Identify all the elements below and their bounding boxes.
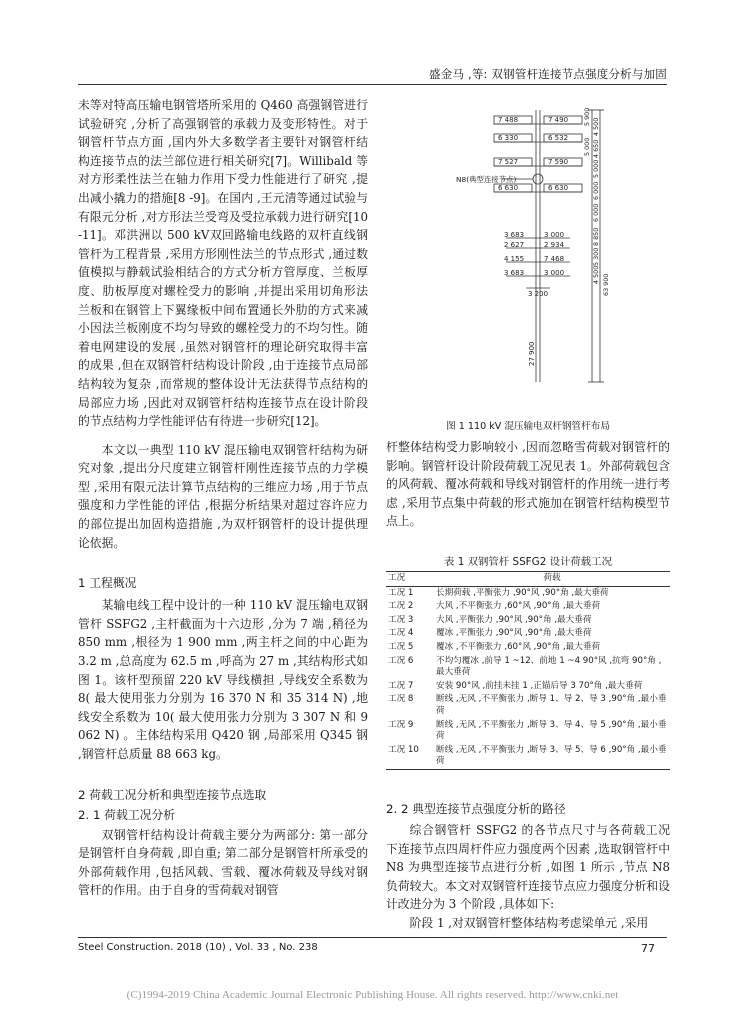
table-row <box>386 655 670 680</box>
intro-paragraph-1: 未等对特高压输电钢管塔所采用的 Q460 高强钢管进行试验研究 ,分析了高强钢管的承载力及变形特性。对于钢管杆节点方面 ,国内外大多数学者主要针对钢管杆结构连接节点的法兰部位进行相关研究[7]。Willibald 等对方形柔性法兰在轴力作用下受力性能进行了研究 ,提出减小撬力的措施[8 -9]。在国内 ,王元清等通过试验与有限元分析 ,对方形法兰受弯及受拉承载力进行研究[10 -11]。邓洪洲以 500 kV双回路输电线路的双杆直线钢管杆为工程背景 ,采用方形刚性法兰的节点形式 ,通过数值模拟与静载试验相结合的方式分析方管厚度、兰板厚度、肋板厚度对螺栓受力的影响 ,并提出采用切角形法兰板和在钢管上下翼缘板中间布置通长外肋的方式来减小因法兰板刚度不均匀导致的螺栓受力的不均匀性。随着电网建设的发展 ,虽然对钢管杆的理论研究取得丰富的成果 ,但在双钢管杆结构设计阶段 ,由于连接节点局部结构较为复杂 ,而常规的整体设计无法获得节点结构的局部应力场 ,因此对双钢管杆结构连接节点在设计阶段的节点结构力学性能评估有待进一步研究[12]。 <box>78 98 368 429</box>
right-column-top <box>386 438 670 531</box>
section-2-2-title: 2. 2 典型连接节点强度分析的路径 <box>386 802 566 816</box>
table-row <box>386 627 670 641</box>
dim-left-2: 6 330 <box>498 134 519 142</box>
case-cell: 工况 9 <box>388 719 414 730</box>
vdim-3: 5 000 <box>592 159 600 178</box>
load-cell: 覆冰 ,不平衡张力 ,60°风 ,90°角 ,最大垂荷 <box>436 641 601 652</box>
vdim-1: 4 500 <box>592 117 600 136</box>
dim-left-6: 2 627 <box>504 241 525 249</box>
section-1-paragraph: 某输电线工程中设计的一种 110 kV 混压输电双钢管杆 SSFG2 ,主杆截面为十六边形 ,分为 7 端 ,稍径为 850 mm ,根径为 1 900 mm ,两主杆之间的中心距为 3.2 m ,总高度为 62.5 m ,呼高为 27 m ,其结构形式如图 1。该杆型预留 220 kV 导线横担 ,导线安全系数为 8( 最大使用张力分别为 16 370 N 和 35 314 N) ,地线安全系数为 10( 最大使用张力分别为 3 307 N 和 9 062 N) 。主体结构采用 Q420 钢 ,局部采用 Q345 钢 ,钢管杆总质量 88 663 kg。 <box>78 598 368 761</box>
vdim-4: 6 000 <box>592 181 600 200</box>
copyright-notice: (C)1994-2019 China Academic Journal Electronic Publishing House. All rights reserved. http://www.cnki.net <box>126 989 619 1001</box>
load-cell: 长期荷载 ,平衡张力 ,90°风 ,90°角 ,最大垂荷 <box>436 587 609 598</box>
load-case-table <box>386 571 670 770</box>
vdim-7: 5 300 <box>592 247 600 266</box>
page-number: 77 <box>641 942 655 955</box>
table-row <box>386 586 670 600</box>
figure-1-caption: 图 1 110 kV 混压输电双杆钢管杆布局 <box>446 421 610 432</box>
journal-citation: Steel Construction. 2018 (10) , Vol. 33 , No. 238 <box>78 942 318 953</box>
section-2-2-paragraph-1: 综合钢管杆 SSFG2 的各节点尺寸与各荷载工况下连接节点四周杆件应力强度两个因素 ,选取钢管杆中 N8 为典型连接节点进行分析 ,如图 1 所示 ,节点 N8 负荷较大。本文对双钢管杆连接节点应力强度分析和设计改进分为 3 个阶段 ,具体如下: <box>386 823 670 912</box>
load-cell: 断线 ,无风 ,不平衡张力 ,断导 3、导 5、导 6 ,90°角 ,最小垂荷 <box>434 744 670 770</box>
table-row <box>386 614 670 628</box>
case-cell: 工况 4 <box>388 628 414 639</box>
table-row <box>386 680 670 694</box>
load-cell: 覆冰 ,平衡张力 ,90°风 ,90°角 ,最大垂荷 <box>436 628 592 639</box>
case-cell: 工况 10 <box>386 744 434 770</box>
section-2-1-title: 2. 1 荷载工况分析 <box>78 807 176 822</box>
load-cell: 大风 ,平衡张力 ,90°风 ,90°角 ,最大垂荷 <box>436 614 592 625</box>
section-2-title: 2 荷载工况分析和典型连接节点选取 <box>78 787 267 802</box>
section-2-1-paragraph: 双钢管杆结构设计荷载主要分为两部分: 第一部分是钢管杆自身荷载 ,即自重; 第二部分是钢管杆所承受的外部荷载作用 ,包括风载、雪载、覆冰荷载及导线对钢管杆的作用。由于自身的雪荷载对钢管 <box>78 827 368 898</box>
dim-right-2: 6 532 <box>548 134 569 142</box>
section-1-title: 1 工程概况 <box>78 576 137 591</box>
dim-right-5: 3 000 <box>544 231 565 239</box>
header-divider <box>78 84 667 85</box>
load-cell: 大风 ,不平衡张力 ,60°风 ,90°角 ,最大垂荷 <box>436 601 601 612</box>
table-1-title: 表 1 双钢管杆 SSFG2 设计荷载工况 <box>444 556 612 568</box>
table-row <box>386 641 670 655</box>
case-cell: 工况 3 <box>388 614 414 625</box>
table-header-load: 荷载 <box>434 572 670 587</box>
node-n8-marker <box>533 174 543 184</box>
running-header: 盛金马 ,等: 双钢管杆连接节点强度分析与加固 <box>429 67 667 81</box>
vdim-10: 5 000 <box>583 137 591 156</box>
dim-right-3: 7 590 <box>548 158 569 166</box>
load-cell: 不均匀覆冰 ,前导 1 ~12、前地 1 ~4 90°风 ,抗弯 90°角 ,最大垂荷 <box>436 655 662 678</box>
table-row <box>386 744 670 770</box>
dim-right-8: 3 000 <box>544 269 565 277</box>
table-row <box>386 693 670 718</box>
vdim-total: 63 900 <box>602 273 610 296</box>
table-row <box>386 600 670 614</box>
vdim-2: 4 650 <box>592 139 600 158</box>
load-intro-paragraph: 杆整体结构受力影响较小 ,因而忽略雪荷载对钢管杆的影响。钢管杆设计阶段荷载工况见表 1。外部荷载包含的风荷载、覆冰荷载和导线对钢管杆的作用统一进行考虑 ,采用节点集中荷载的形式施加在钢管杆结构模型节点上。 <box>386 440 670 529</box>
node-n8-label: N8(典型连接节点) <box>456 175 517 184</box>
case-cell: 工况 6 <box>388 655 414 666</box>
load-cell: 安装 90°风 ,前挂未挂 1 ,正锚后导 3 70°角 ,最大垂荷 <box>436 680 643 691</box>
vdim-8: 4 500 <box>592 265 600 284</box>
dim-left-3: 7 527 <box>498 158 519 166</box>
footer-divider <box>78 937 667 938</box>
height-dimension: 27 900 <box>528 341 536 366</box>
vdim-5: 6 000 <box>592 203 600 222</box>
dim-left-1: 7 488 <box>498 116 519 124</box>
vdim-9: 5 900 <box>583 107 591 126</box>
section-2-2-paragraph-2: 阶段 1 ,对双钢管杆整体结构考虑梁单元 ,采用 <box>409 915 649 930</box>
dim-right-4: 6 630 <box>548 184 569 192</box>
table-1-container <box>386 571 670 770</box>
case-cell: 工况 8 <box>388 694 414 705</box>
load-cell: 断线 ,无风 ,不平衡张力 ,断导 1、导 2、导 3 ,90°角 ,最小垂荷 <box>436 694 667 716</box>
case-cell: 工况 7 <box>388 680 414 691</box>
intro-paragraph-2: 本文以一典型 110 kV 混压输电双钢管杆结构为研究对象 ,提出分尺度建立钢管杆刚性连接节点的力学模型 ,采用有限元法计算节点结构的三维应力场 ,用于节点强度和力学性能的评估 ,根据分析结果对超过容许应力的部位提出加固构造措施 ,为双杆钢管杆的设计提供理论依据。 <box>78 442 368 550</box>
right-column-bottom <box>386 800 670 933</box>
table-row <box>386 719 670 744</box>
dim-left-8: 3 683 <box>504 269 525 277</box>
dim-right-7: 7 468 <box>544 255 565 263</box>
dim-right-1: 7 490 <box>548 116 569 124</box>
load-cell: 断线 ,无风 ,不平衡张力 ,断导 3、导 4、导 5 ,90°角 ,最小垂荷 <box>436 719 667 742</box>
case-cell: 工况 5 <box>388 641 414 652</box>
dim-right-6: 2 934 <box>544 241 565 249</box>
left-column <box>78 96 368 900</box>
vdim-6: 8 850 <box>592 227 600 246</box>
figure-1 <box>386 96 670 396</box>
base-dimension: 3 200 <box>528 290 549 298</box>
dim-left-7: 4 155 <box>504 255 525 263</box>
case-cell: 工况 1 <box>388 587 414 598</box>
case-cell: 工况 2 <box>388 601 414 612</box>
tower-layout-drawing <box>386 96 670 396</box>
dim-left-5: 3 683 <box>504 231 525 239</box>
table-header-case: 工况 <box>386 572 434 587</box>
dim-left-4: 6 630 <box>498 184 519 192</box>
